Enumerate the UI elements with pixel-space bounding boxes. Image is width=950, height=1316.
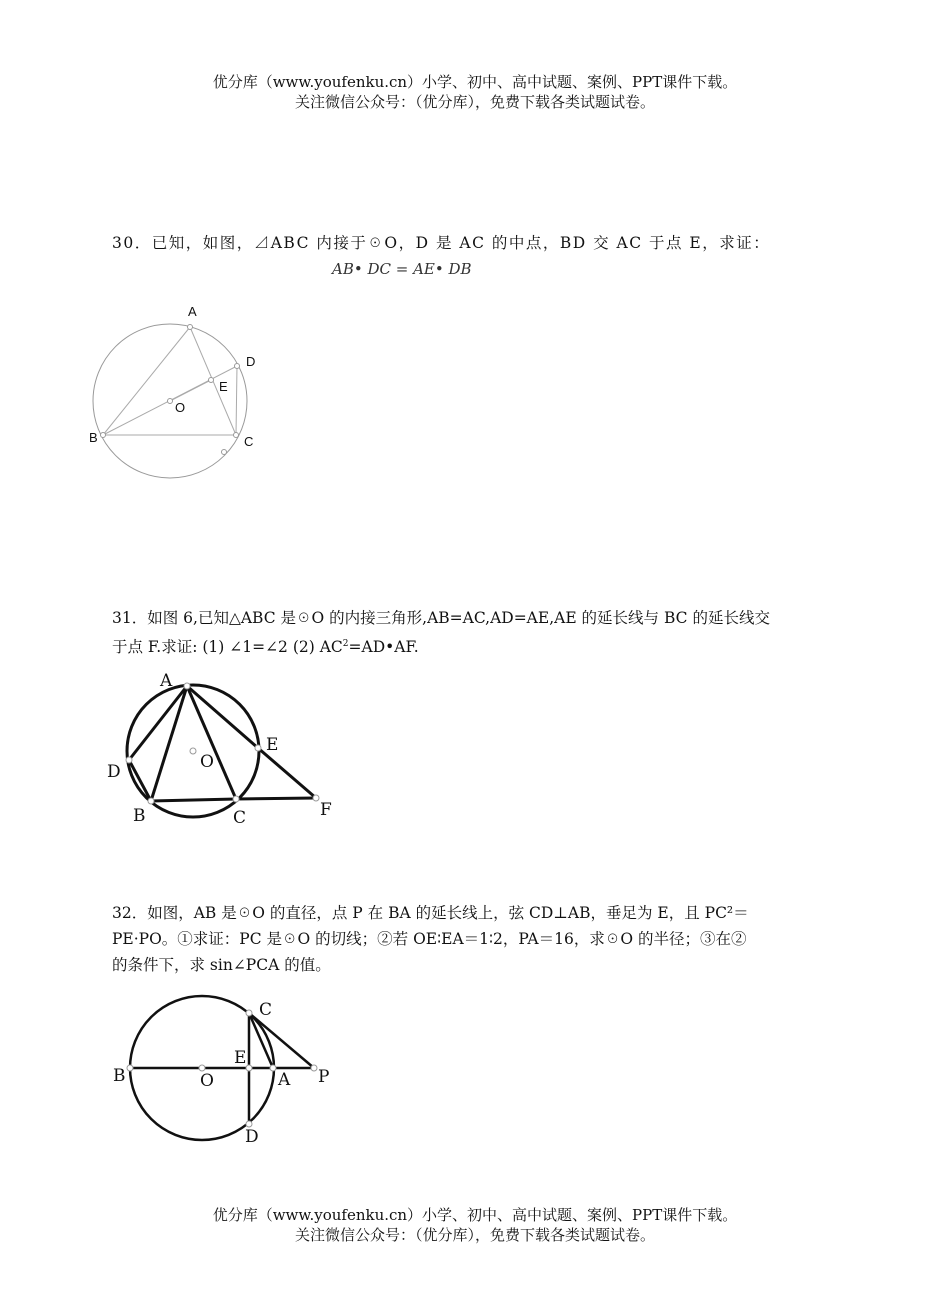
question-32-figure <box>105 990 345 1150</box>
question-30-formula: AB• DC = AE• DB <box>332 260 472 278</box>
footer-line-2: 关注微信公众号：（优分库），免费下载各类试题试卷。 <box>294 1226 655 1244</box>
question-31-line-1: 31．如图 6,已知△ABC 是☉O 的内接三角形,AB=AC,AD=AE,AE 的延长线与 BC 的延长线交 <box>112 609 770 627</box>
label-a: A <box>188 304 197 319</box>
page-footer <box>0 1205 950 1245</box>
label-c: C <box>233 808 247 828</box>
label-b: B <box>133 806 146 826</box>
question-32-line-3: 的条件下，求 sin∠PCA 的值。 <box>112 956 331 974</box>
label-o: O <box>200 752 214 772</box>
label-c: C <box>259 1000 273 1020</box>
question-31-line-2: 于点 F.求证: (1) ∠1=∠2 (2) $AC^2=AD•AF$. <box>112 638 419 657</box>
question-32-line-1: 32．如图，AB 是☉O 的直径，点 P 在 BA 的延长线上，弦 CD⊥AB，垂足为 E，且 PC²＝ <box>112 904 749 922</box>
label-e: E <box>266 735 279 755</box>
label-d: D <box>246 354 256 369</box>
label-o: O <box>175 400 186 415</box>
question-32-text <box>112 900 842 978</box>
label-d: D <box>245 1127 259 1147</box>
label-e: E <box>234 1048 247 1068</box>
label-e: E <box>219 379 228 394</box>
label-b: B <box>113 1066 126 1086</box>
question-30-text: 30．已知，如图，⊿ABC 内接于☉O，D 是 AC 的中点，BD 交 AC 于点 E，求证： <box>112 234 771 252</box>
footer-line-1: 优分库（www.youfenku.cn）小学、初中、高中试题、案例、PPT课件下载。 <box>212 1206 738 1224</box>
label-c: C <box>244 434 254 449</box>
label-a: A <box>278 1070 291 1090</box>
page-header <box>0 72 950 112</box>
question-31-figure <box>100 668 340 838</box>
label-a: A <box>160 671 173 691</box>
label-f: F <box>320 800 332 820</box>
question-32-line-2: PE·PO。①求证：PC 是☉O 的切线；②若 OE∶EA＝1∶2，PA＝16，求☉O 的半径；③在② <box>112 930 747 948</box>
question-30-figure <box>80 300 280 500</box>
header-line-2: 关注微信公众号：（优分库），免费下载各类试题试卷。 <box>294 93 655 111</box>
label-b: B <box>89 430 98 445</box>
question-31-text <box>112 605 842 660</box>
label-o: O <box>200 1071 214 1091</box>
label-p: P <box>318 1067 330 1087</box>
label-d: D <box>107 762 121 782</box>
header-line-1: 优分库（www.youfenku.cn）小学、初中、高中试题、案例、PPT课件下载。 <box>212 73 738 91</box>
